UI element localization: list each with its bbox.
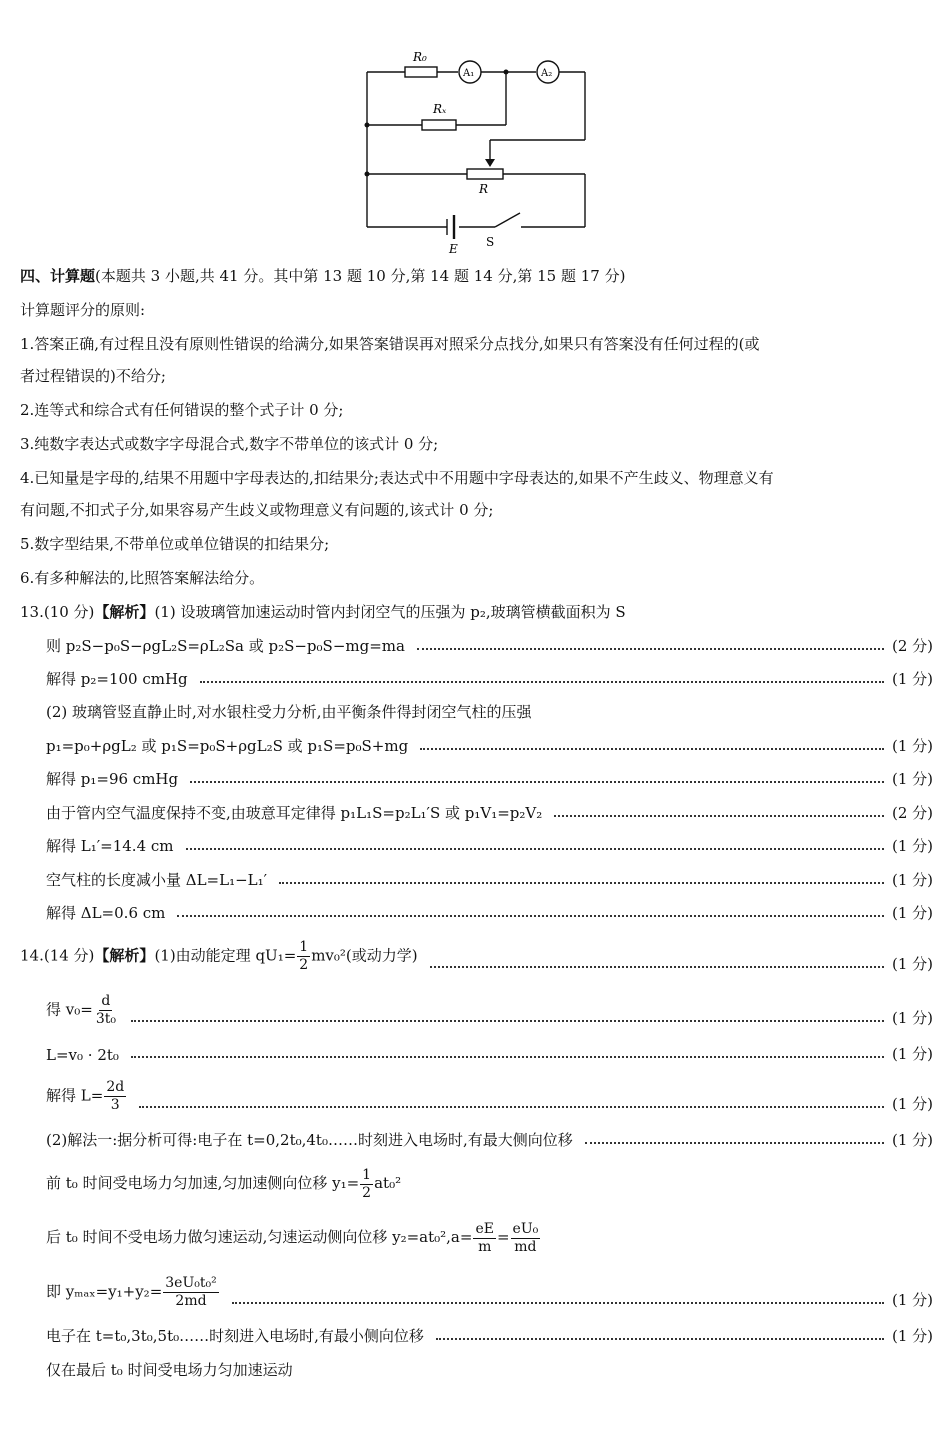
rule-4a: 4.已知量是字母的,结果不用题中字母表达的,扣结果分;表达式中不用题中字母表达的,如果不产生歧义、物理意义有	[20, 469, 774, 487]
q14-m1-points: (1 分)	[891, 1131, 933, 1149]
q14-lres-line: 解得 L= $\frac{2d}{3}$ (1 分)	[46, 1079, 933, 1113]
q13-line-text: 由于管内空气温度保持不变,由玻意耳定律得 p₁L₁S=p₂L₁′S 或 p₁V₁=p₂V₂	[46, 804, 543, 822]
q13-tag: 【解析】	[94, 603, 155, 621]
q14-text-tail: mv₀²(或动力学)	[311, 946, 418, 965]
l-fraction: $\frac{2d}{3}$	[106, 1079, 125, 1113]
r0-label: R₀	[413, 50, 427, 64]
rules-heading: 计算题评分的原则:	[20, 301, 146, 319]
q14-m2-line	[46, 1324, 933, 1346]
q14-tag: 【解析】	[94, 946, 155, 965]
rule-5: 5.数字型结果,不带单位或单位错误的扣结果分;	[20, 535, 330, 553]
q13-line	[46, 734, 933, 756]
q14-ymax-points: (1 分)	[891, 1291, 933, 1309]
q13-line-points: (1 分)	[891, 904, 933, 922]
q13-line-text: 解得 p₂=100 cmHg	[46, 670, 188, 688]
v0-fraction: $\frac{d}{\text{3t₀}}$	[95, 993, 116, 1027]
q14-m2-text: 电子在 t=t₀,3t₀,5t₀……时刻进入电场时,有最小侧向位移	[46, 1327, 424, 1345]
q13-line-text: 则 p₂S−p₀S−ρgL₂S=ρL₂Sa 或 p₂S−p₀S−mg=ma	[46, 637, 405, 655]
q14-lres-points: (1 分)	[891, 1095, 933, 1113]
q14-v0-line: 得 v₀= $\frac{d}{\text{3t₀}}$ (1 分)	[46, 993, 933, 1027]
q13-line	[46, 868, 933, 890]
e-label: E	[449, 242, 458, 256]
q13-line-points: (1 分)	[891, 837, 933, 855]
q13-line-text: 解得 p₁=96 cmHg	[46, 770, 179, 788]
q14-m1-line	[46, 1128, 933, 1150]
q14-text: (1)由动能定理 qU₁=	[154, 946, 297, 965]
rule-4b: 有问题,不扣式子分,如果容易产生歧义或物理意义有问题的,该式计 0 分;	[20, 501, 494, 519]
q13-text: (1) 设玻璃管加速运动时管内封闭空气的压强为 p₂,玻璃管横截面积为 S	[154, 603, 626, 621]
q14-m1-text: (2)解法一:据分析可得:电子在 t=0,2t₀,4t₀……时刻进入电场时,有最大侧向位移	[46, 1131, 573, 1149]
q13-line	[46, 834, 933, 856]
half-fraction: $\frac{1}{2}$	[299, 939, 309, 973]
q13-line-text: p₁=p₀+ρgL₂ 或 p₁S=p₀S+ρgL₂S 或 p₁S=p₀S+mg	[46, 737, 409, 755]
q13-line	[46, 801, 933, 823]
q14-heading	[20, 939, 933, 974]
q14-y1-line: 前 t₀ 时间受电场力匀加速,匀加速侧向位移 y₁= $\frac{1}{2}$ at₀²	[46, 1166, 402, 1201]
rule-1b: 者过程错误的)不给分;	[20, 367, 166, 385]
q13-line	[46, 667, 933, 689]
q13-line-points: (1 分)	[891, 737, 933, 755]
q14-y2-line: 后 t₀ 时间不受电场力做匀速运动,匀速运动侧向位移 y₂=at₀²,a= $\frac{eE}{m}$ = $\frac{\text{eU₀}}{md}$	[46, 1220, 539, 1255]
q13-line-text: 空气柱的长度减小量 ΔL=L₁−L₁′	[46, 871, 268, 889]
q14-l-line	[46, 1042, 933, 1064]
rule-6: 6.有多种解法的,比照答案解法给分。	[20, 569, 265, 587]
q13-part2: (2) 玻璃管竖直静止时,对水银柱受力分析,由平衡条件得封闭空气柱的压强	[46, 703, 532, 721]
q13-line-points: (1 分)	[891, 871, 933, 889]
s-label: S	[486, 235, 495, 249]
y1-fraction: $\frac{1}{2}$	[362, 1166, 372, 1201]
q14-l-text: L=v₀ · 2t₀	[46, 1046, 119, 1064]
rule-1a: 1.答案正确,有过程且没有原则性错误的给满分,如果答案错误再对照采分点找分,如果只有答案没有任何过程的(或	[20, 335, 760, 353]
rule-2: 2.连等式和综合式有任何错误的整个式子计 0 分;	[20, 401, 344, 419]
rx-label: Rₓ	[433, 102, 447, 116]
q14-v0-points: (1 分)	[891, 1009, 933, 1027]
circuit-diagram	[355, 45, 600, 260]
q13-line-points: (2 分)	[891, 637, 933, 655]
q13-line-text: 解得 L₁′=14.4 cm	[46, 837, 174, 855]
section-title: 四、计算题	[20, 267, 96, 285]
q14-last-line: 仅在最后 t₀ 时间受电场力匀加速运动	[46, 1361, 293, 1379]
q14-heading-points: (1 分)	[891, 955, 933, 973]
q13-line-points: (1 分)	[891, 770, 933, 788]
section-note: (本题共 3 小题,共 41 分。其中第 13 题 10 分,第 14 题 14 分,第 15 题 17 分)	[95, 267, 626, 285]
a-fraction-1: $\frac{eE}{m}$	[475, 1220, 494, 1255]
q13-num: 13.(10 分)	[20, 603, 95, 621]
q13-line	[46, 901, 933, 923]
rule-3: 3.纯数字表达式或数字字母混合式,数字不带单位的该式计 0 分;	[20, 435, 439, 453]
ymax-fraction: $\frac{\text{3eU₀t₀²}}{2md}$	[165, 1275, 217, 1309]
q13-line-points: (1 分)	[891, 670, 933, 688]
q13-line	[46, 767, 933, 789]
section-heading	[20, 266, 625, 286]
q13-line-text: 解得 ΔL=0.6 cm	[46, 904, 166, 922]
q13-line-points: (2 分)	[891, 804, 933, 822]
a2-label: A₂	[541, 68, 553, 79]
r-label: R	[479, 182, 489, 196]
a-fraction-2: $\frac{\text{eU₀}}{md}$	[512, 1220, 539, 1255]
q13-heading	[20, 602, 626, 622]
q13-line	[46, 634, 933, 656]
q14-m2-points: (1 分)	[891, 1327, 933, 1345]
q14-num: 14.(14 分)	[20, 946, 95, 965]
q14-ymax-line: 即 yₘₐₓ=y₁+y₂= $\frac{\text{3eU₀t₀²}}{2md}$ (1 分)	[46, 1275, 933, 1309]
q14-l-points: (1 分)	[891, 1045, 933, 1063]
a1-label: A₁	[463, 68, 475, 79]
